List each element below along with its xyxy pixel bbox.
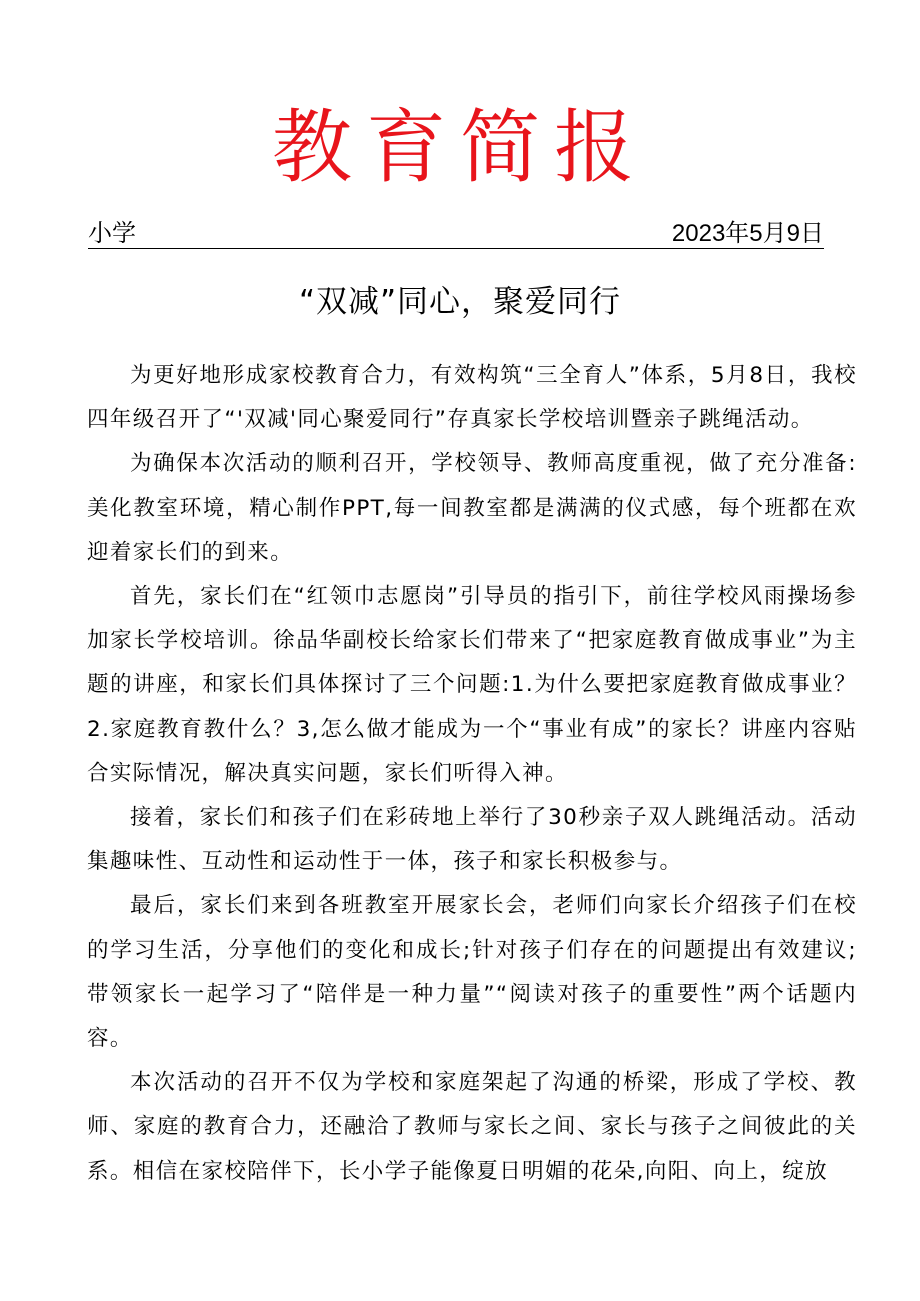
paragraph: 接着，家长们和孩子们在彩砖地上举行了30秒亲子双人跳绳活动。活动集趣味性、互动性和运动性于一体，孩子和家长积极参与。: [87, 805, 857, 875]
article-body: [87, 354, 857, 1194]
paragraph: 本次活动的召开不仅为学校和家庭架起了沟通的桥梁，形成了学校、教师、家庭的教育合力，还融洽了教师与家长之间、家长与孩子之间彼此的关系。相信在家校陪伴下，长小学子能像夏日明媚的花朵,向阳、向上，绽放: [87, 1070, 857, 1184]
article-headline: “双减”同心，聚爱同行: [298, 284, 622, 320]
paragraph: 为更好地形成家校教育合力，有效构筑“三全育人”体系，5月8日，我校四年级召开了“'双减'同心聚爱同行”存真家长学校培训暨亲子跳绳活动。: [87, 363, 857, 433]
masthead-title: 教育简报: [272, 101, 648, 194]
paragraph: 首先，家长们在“红领巾志愿岗”引导员的指引下，前往学校风雨操场参加家长学校培训。徐品华副校长给家长们带来了“把家庭教育做成事业”为主题的讲座，和家长们具体探讨了三个问题:1.为什么要把家庭教育做成事业？2.家庭教育教什么？3,怎么做才能成为一个“事业有成”的家长？讲座内容贴合实际情况，解决真实问题，家长们听得入神。: [87, 584, 857, 786]
school-name: 小学: [88, 220, 136, 247]
meta-row: [88, 220, 824, 249]
paragraph: 最后，家长们来到各班教室开展家长会，老师们向家长介绍孩子们在校的学习生活，分享他们的变化和成长;针对孩子们存在的问题提出有效建议;带领家长一起学习了“陪伴是一种力量”“阅读对孩子的重要性”两个话题内容。: [87, 893, 857, 1052]
paragraph: 为确保本次活动的顺利召开，学校领导、教师高度重视，做了充分准备:美化教室环境，精心制作PPT,每一间教室都是满满的仪式感，每个班都在欢迎着家长们的到来。: [87, 451, 857, 565]
issue-date: 2023年5月9日: [671, 220, 824, 247]
